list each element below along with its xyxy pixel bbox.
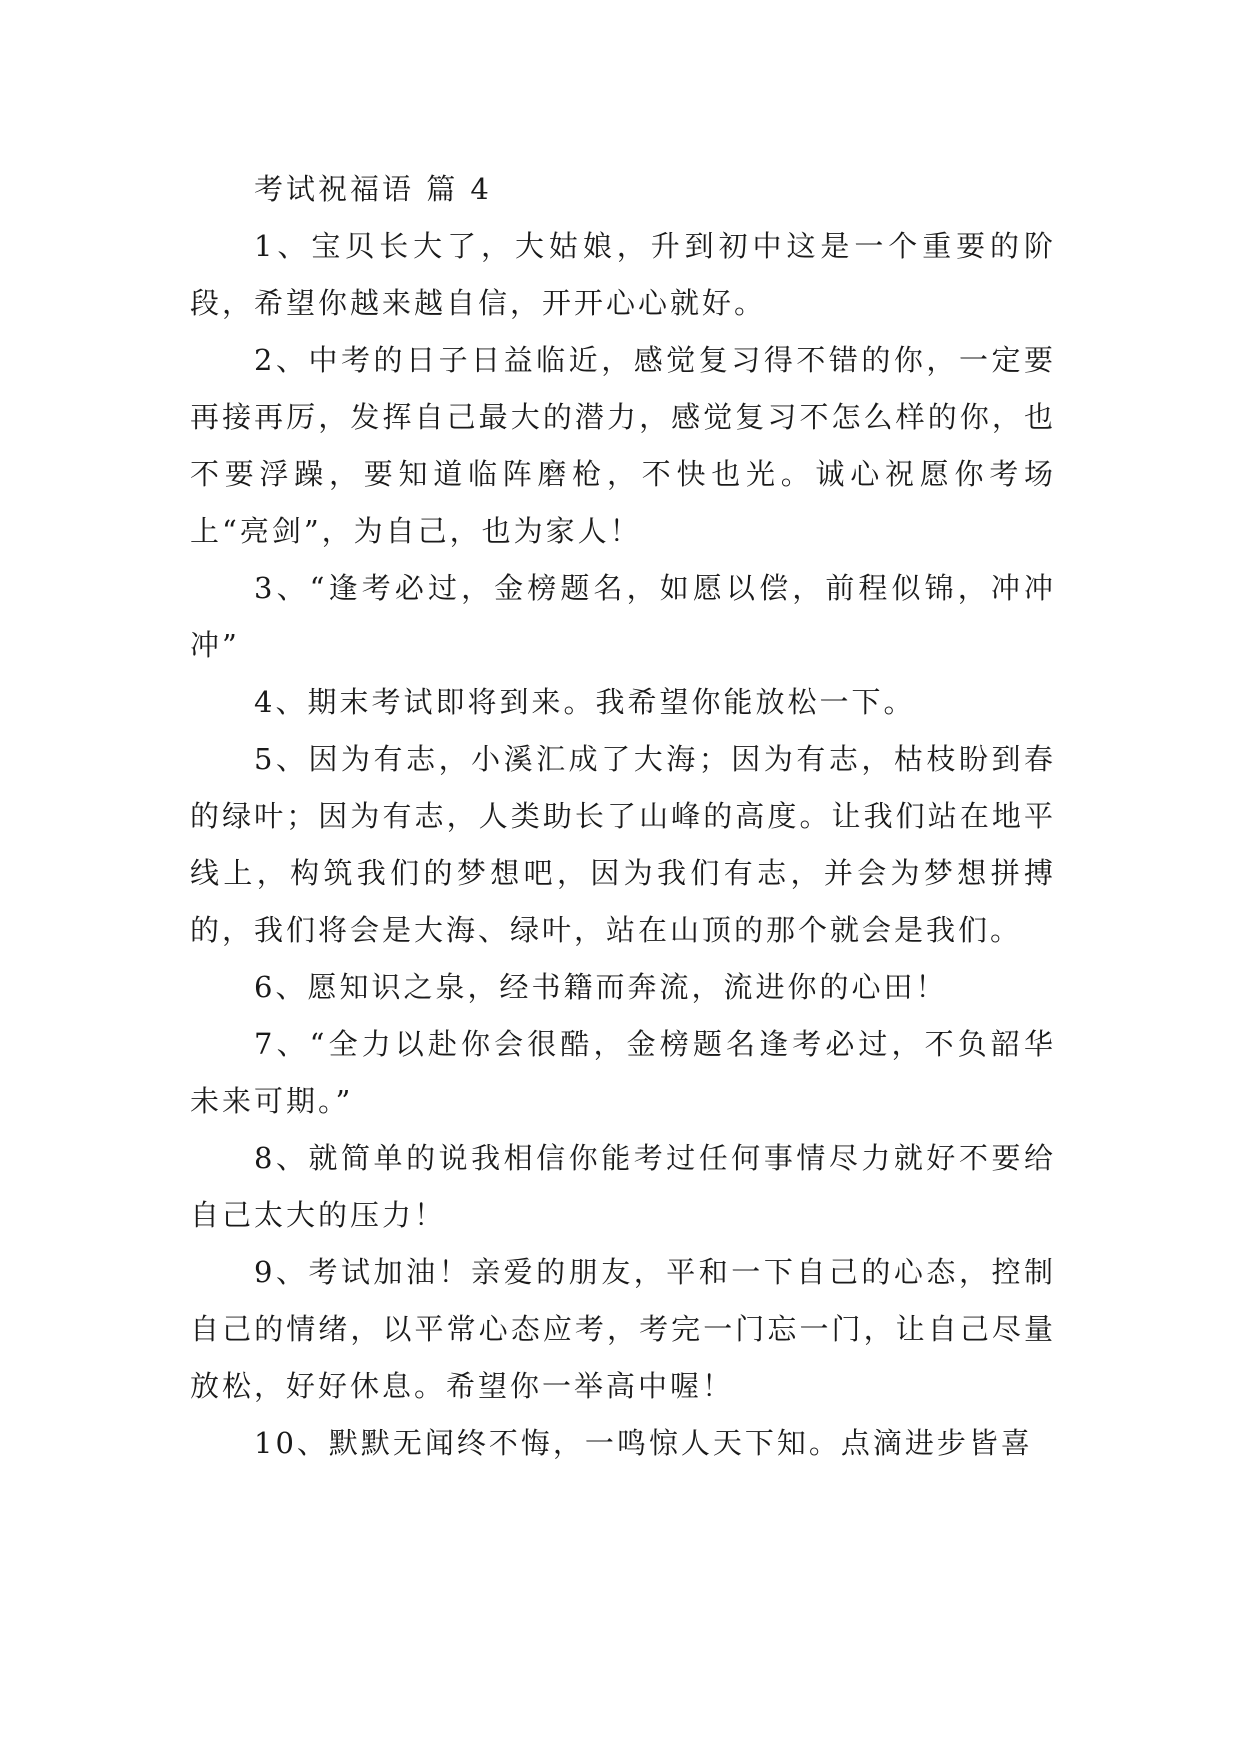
paragraph-6: 6、愿知识之泉，经书籍而奔流，流进你的心田！	[254, 970, 948, 1004]
section-heading: 考试祝福语 篇 4	[254, 172, 492, 206]
paragraph-5: 5、因为有志，小溪汇成了大海；因为有志，枯枝盼到春的绿叶；因为有志，人类助长了山峰的高度。让我们站在地平线上，构筑我们的梦想吧，因为我们有志，并会为梦想拼搏的，我们将会是大海、绿叶，站在山顶的那个就会是我们。	[190, 742, 1056, 947]
paragraph-10: 10、默默无闻终不悔，一鸣惊人天下知。点滴进步皆喜	[254, 1426, 1033, 1460]
paragraph-2: 2、中考的日子日益临近，感觉复习得不错的你，一定要再接再厉，发挥自己最大的潜力，感觉复习不怎么样的你，也不要浮躁，要知道临阵磨枪，不快也光。诚心祝愿你考场上“亮剑”，为自己，也为家人！	[190, 343, 1056, 548]
paragraph-1: 1、宝贝长大了，大姑娘，升到初中这是一个重要的阶段，希望你越来越自信，开开心心就好。	[190, 229, 1056, 320]
paragraph-4: 4、期末考试即将到来。我希望你能放松一下。	[254, 685, 916, 719]
paragraph-8: 8、就简单的说我相信你能考过任何事情尽力就好不要给自己太大的压力！	[190, 1141, 1056, 1232]
document-body	[190, 160, 1056, 1472]
paragraph-3: 3、“逢考必过，金榜题名，如愿以偿，前程似锦，冲冲冲”	[190, 571, 1056, 662]
paragraph-9: 9、考试加油！亲爱的朋友，平和一下自己的心态，控制自己的情绪，以平常心态应考，考完一门忘一门，让自己尽量放松，好好休息。希望你一举高中喔！	[190, 1255, 1056, 1403]
paragraph-7: 7、“全力以赴你会很酷，金榜题名逢考必过，不负韶华未来可期。”	[190, 1027, 1056, 1118]
